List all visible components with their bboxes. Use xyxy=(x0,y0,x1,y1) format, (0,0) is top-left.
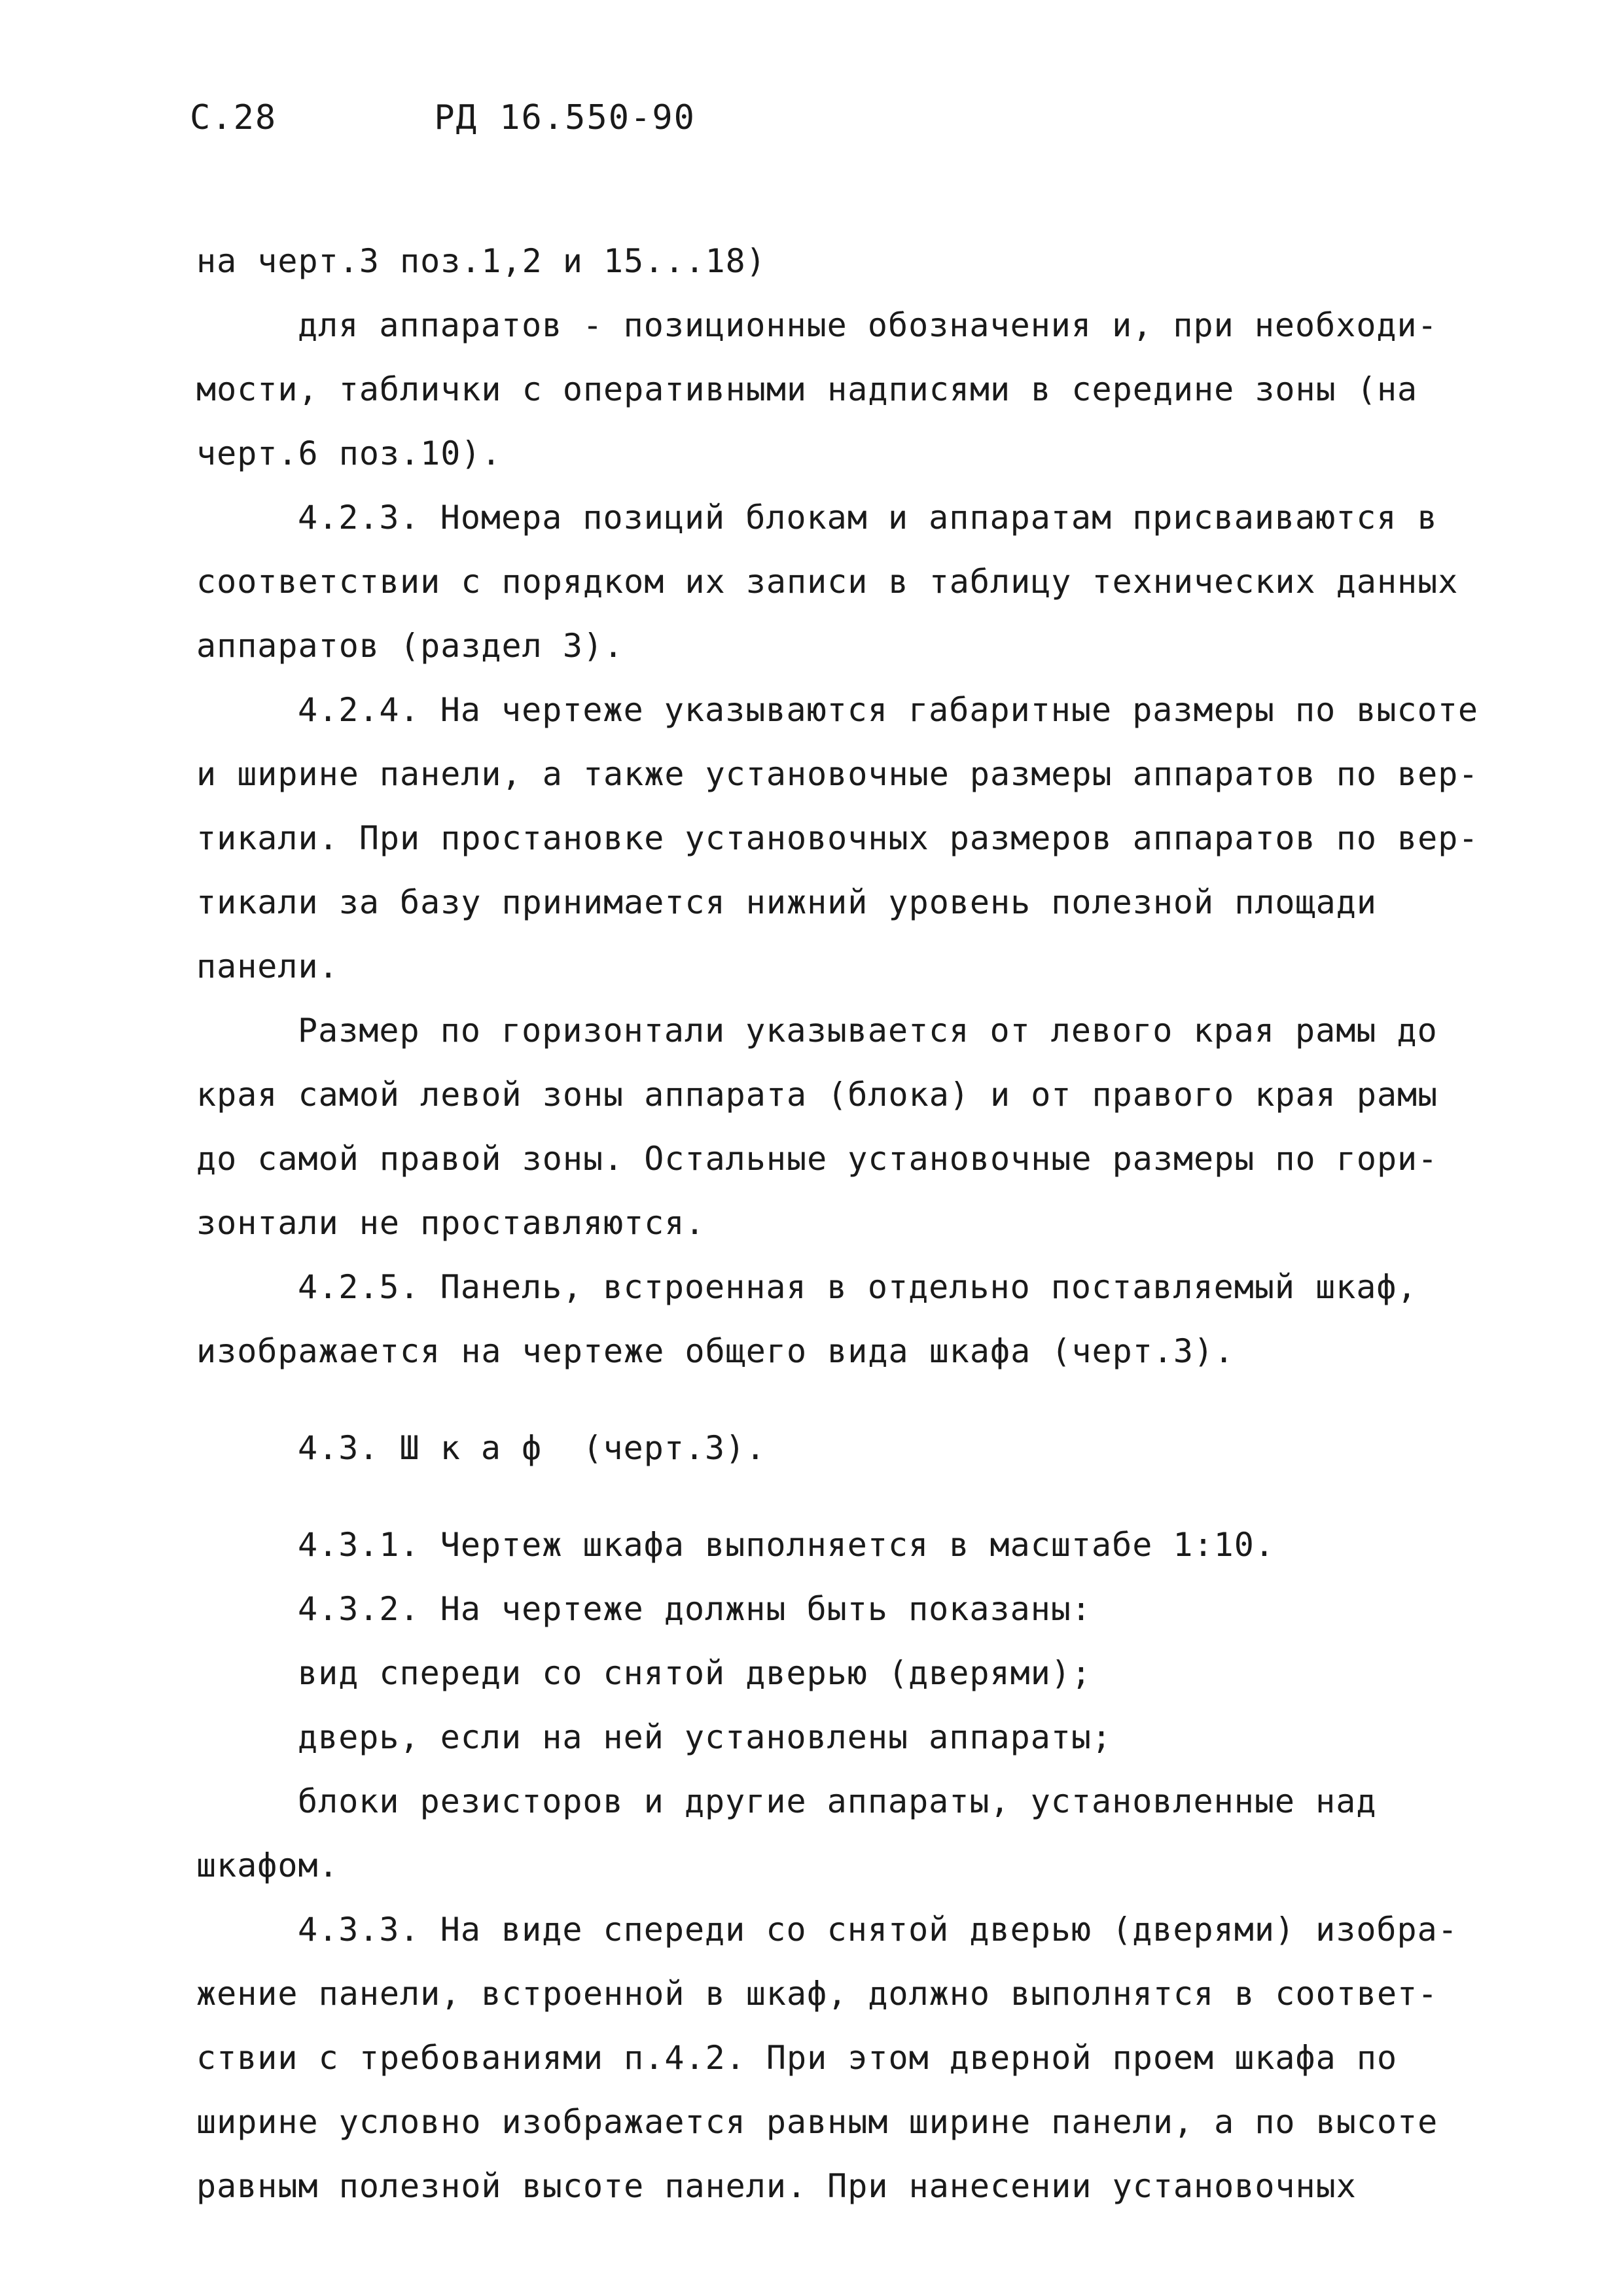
paragraph-gap xyxy=(196,1480,1446,1513)
text-line: зонтали не проставляются. xyxy=(196,1204,705,1242)
page-header xyxy=(190,98,696,137)
text-line: 4.3.2. На чертеже должны быть показаны: xyxy=(298,1590,1092,1628)
text-line: черт.6 поз.10). xyxy=(196,434,502,472)
text-line: блоки резисторов и другие аппараты, установленные над xyxy=(298,1782,1377,1820)
text-line: шкафом. xyxy=(196,1846,339,1884)
text-line: до самой правой зоны. Остальные установочные размеры по гори- xyxy=(196,1140,1438,1178)
text-line: Размер по горизонтали указывается от левого края рамы до xyxy=(298,1012,1438,1050)
text-line: ширине условно изображается равным ширине панели, а по высоте xyxy=(196,2103,1438,2141)
paragraph-gap xyxy=(196,1383,1446,1416)
text-line: мости, таблички с оперативными надписями в середине зоны (на xyxy=(196,370,1418,408)
text-line: на черт.3 поз.1,2 и 15...18) xyxy=(196,242,766,280)
text-line: 4.3.1. Чертеж шкафа выполняется в масштабе 1:10. xyxy=(298,1526,1275,1564)
text-line: вид спереди со снятой дверью (дверями); xyxy=(298,1654,1092,1692)
text-line: равным полезной высоте панели. При нанесении установочных xyxy=(196,2167,1357,2205)
text-line: для аппаратов - позиционные обозначения и, при необходи- xyxy=(298,306,1438,344)
text-line: ствии с требованиями п.4.2. При этом дверной проем шкафа по xyxy=(196,2039,1398,2077)
text-line: тикали за базу принимается нижний уровень полезной площади xyxy=(196,883,1377,921)
text-line: 4.2.3. Номера позиций блокам и аппаратам присваиваются в xyxy=(298,499,1438,537)
text-line: панели. xyxy=(196,947,339,985)
page-number: С.28 xyxy=(190,98,277,137)
text-line: и ширине панели, а также установочные размеры аппаратов по вер- xyxy=(196,755,1479,793)
text-line: аппаратов (раздел 3). xyxy=(196,627,624,665)
text-line: дверь, если на ней установлены аппараты; xyxy=(298,1718,1113,1756)
text-line: тикали. При простановке установочных размеров аппаратов по вер- xyxy=(196,819,1479,857)
text-line: 4.3.3. На виде спереди со снятой дверью (дверями) изобра- xyxy=(298,1911,1458,1949)
body-text xyxy=(196,229,1479,2218)
text-line: края самой левой зоны аппарата (блока) и от правого края рамы xyxy=(196,1076,1438,1114)
text-line: жение панели, встроенной в шкаф, должно выполнятся в соответ- xyxy=(196,1975,1438,2013)
text-line: 4.3. Ш к а ф (черт.3). xyxy=(298,1429,766,1467)
text-line: изображается на чертеже общего вида шкафа (черт.3). xyxy=(196,1332,1235,1370)
document-code: РД 16.550-90 xyxy=(434,98,696,137)
text-line: 4.2.5. Панель, встроенная в отдельно поставляемый шкаф, xyxy=(298,1268,1418,1306)
text-line: соответствии с порядком их записи в таблицу технических данных xyxy=(196,563,1459,601)
text-line: 4.2.4. На чертеже указываются габаритные размеры по высоте xyxy=(298,691,1478,729)
